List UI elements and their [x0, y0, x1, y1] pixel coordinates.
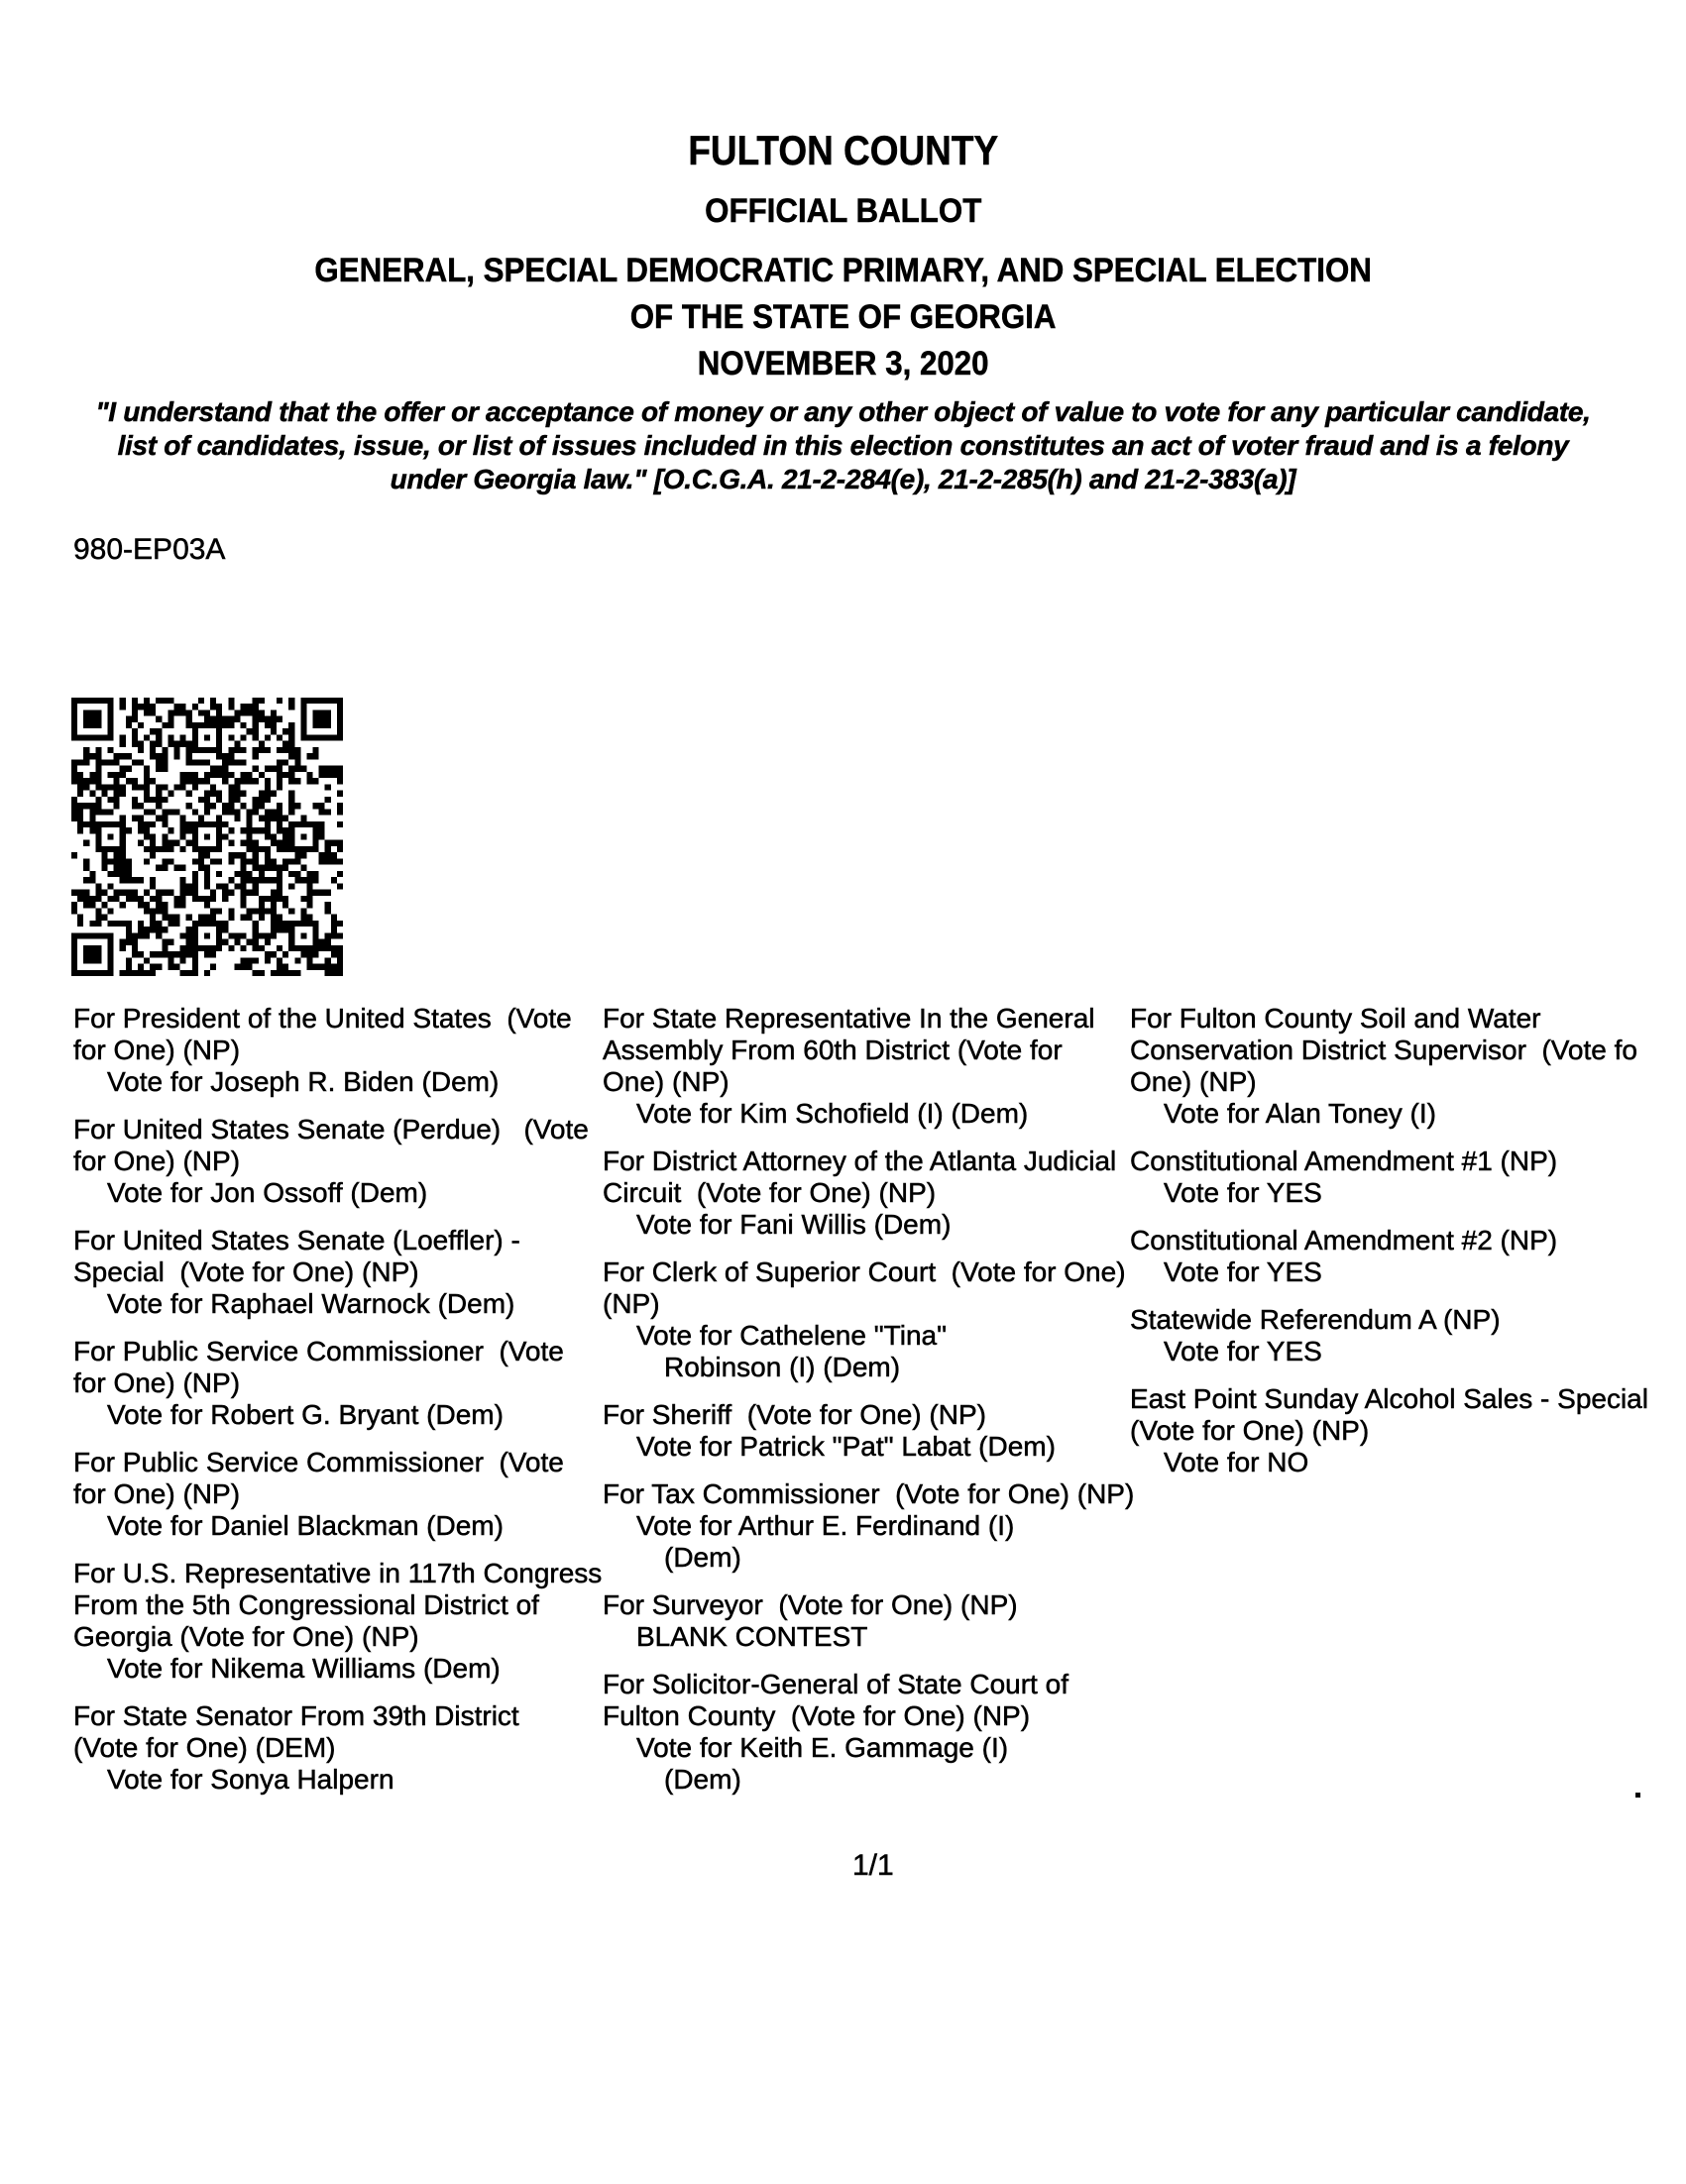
election-title-line1: GENERAL, SPECIAL DEMOCRATIC PRIMARY, AND SPECIAL ELECTION: [314, 252, 1372, 289]
contest: [603, 1589, 1128, 1653]
contest-title-line: One) (NP): [603, 1066, 730, 1097]
contest: [1130, 1383, 1686, 1478]
county-title: [0, 127, 1686, 174]
contest: [73, 1003, 589, 1098]
contest-title-line: For United States Senate (Loeffler) -: [73, 1225, 520, 1256]
contest-title-line: Special (Vote for One) (NP): [73, 1256, 419, 1287]
contest-vote-line: Vote for Alan Toney (I): [1164, 1098, 1436, 1129]
contest: [603, 1669, 1128, 1796]
contest-title-line: For State Senator From 39th District: [73, 1700, 519, 1731]
election-title: [0, 248, 1686, 387]
contest-title-line: For Tax Commissioner (Vote for One) (NP): [603, 1478, 1135, 1509]
contest-title-line: for One) (NP): [73, 1146, 241, 1176]
contest-vote-line: Vote for Fani Willis (Dem): [636, 1209, 952, 1240]
contest-title-line: From the 5th Congressional District of: [73, 1589, 539, 1620]
contest-title-line: For Clerk of Superior Court (Vote for One): [603, 1256, 1126, 1287]
contest-title-line: One) (NP): [1130, 1066, 1257, 1097]
contest: [73, 1447, 589, 1542]
contest-title-line: For Sheriff (Vote for One) (NP): [603, 1399, 986, 1430]
contest: [73, 1700, 589, 1796]
contest-title-line: For U.S. Representative in 117th Congress: [73, 1558, 603, 1588]
contest: [73, 1114, 589, 1209]
contest-vote-line: Vote for Cathelene "Tina": [636, 1320, 948, 1351]
scan-artifact-dot: [1635, 1793, 1640, 1798]
contest: [603, 1399, 1128, 1463]
ballot-title: [0, 192, 1686, 230]
contest-title-line: For Surveyor (Vote for One) (NP): [603, 1589, 1018, 1620]
contest: [603, 1256, 1128, 1383]
contest-vote-line: Vote for NO: [1164, 1447, 1309, 1477]
contest-vote-line: Vote for Arthur E. Ferdinand (I): [636, 1510, 1015, 1541]
contest-title-line: For State Representative In the General: [603, 1003, 1095, 1034]
contest-title-line: Georgia (Vote for One) (NP): [73, 1621, 419, 1652]
contest-vote-line: (Dem): [664, 1764, 741, 1795]
contest-vote-line: Robinson (I) (Dem): [664, 1352, 901, 1382]
contest-title-line: For President of the United States (Vote: [73, 1003, 572, 1034]
qr-code-icon: [71, 698, 343, 976]
ballot-column-1: [73, 1003, 603, 1811]
contest: [603, 1478, 1135, 1574]
contest-title-line: Conservation District Supervisor (Vote fo: [1130, 1035, 1637, 1065]
contest-vote-line: (Dem): [664, 1542, 741, 1573]
contest-vote-line: Vote for Raphael Warnock (Dem): [107, 1288, 515, 1319]
contest-vote-line: Vote for YES: [1164, 1336, 1322, 1366]
contest-title-line: For Public Service Commissioner (Vote: [73, 1447, 564, 1477]
contest: [1130, 1146, 1686, 1209]
contest-vote-line: Vote for Patrick "Pat" Labat (Dem): [636, 1431, 1056, 1462]
contest-vote-line: BLANK CONTEST: [636, 1621, 868, 1652]
contest: [1130, 1304, 1686, 1367]
ballot-column-2: [603, 1003, 1135, 1811]
ballot-style-code: 980-EP03A: [73, 533, 226, 566]
contest-title-line: For United States Senate (Perdue) (Vote: [73, 1114, 589, 1145]
ballot-header: [0, 0, 1686, 496]
contest-title-line: For Public Service Commissioner (Vote: [73, 1336, 564, 1366]
contest-vote-line: Vote for Sonya Halpern: [107, 1764, 394, 1795]
contest-title-line: For District Attorney of the Atlanta Judicial: [603, 1146, 1117, 1176]
contest-title-line: Constitutional Amendment #2 (NP): [1130, 1225, 1558, 1256]
voter-fraud-disclaimer: [0, 395, 1686, 496]
contest-title-line: East Point Sunday Alcohol Sales - Special: [1130, 1383, 1648, 1414]
contest: [73, 1225, 589, 1320]
contest-title-line: for One) (NP): [73, 1478, 241, 1509]
page-number: 1/1: [852, 1849, 894, 1882]
contest: [73, 1336, 589, 1431]
contest-vote-line: Vote for YES: [1164, 1177, 1322, 1208]
contest-vote-line: Vote for YES: [1164, 1256, 1322, 1287]
ballot-title-text: OFFICIAL BALLOT: [704, 192, 982, 230]
contest: [603, 1003, 1128, 1130]
contest-title-line: Circuit (Vote for One) (NP): [603, 1177, 937, 1208]
contest-vote-line: Vote for Jon Ossoff (Dem): [107, 1177, 428, 1208]
contest-title-line: Constitutional Amendment #1 (NP): [1130, 1146, 1558, 1176]
disclaimer-line1: "I understand that the offer or acceptance of money or any other object of value to vote for any particular candidate,: [95, 396, 1591, 427]
county-title-text: FULTON COUNTY: [688, 127, 998, 173]
contest-title-line: (NP): [603, 1288, 660, 1319]
contest-title-line: Assembly From 60th District (Vote for: [603, 1035, 1063, 1065]
disclaimer-line2: list of candidates, issue, or list of issues included in this election constitutes an act of voter fraud and is a felony: [117, 430, 1569, 461]
election-title-line2: OF THE STATE OF GEORGIA: [629, 298, 1057, 336]
contest-title-line: Statewide Referendum A (NP): [1130, 1304, 1501, 1335]
contest: [1130, 1003, 1686, 1130]
contest-vote-line: Vote for Daniel Blackman (Dem): [107, 1510, 504, 1541]
contest-title-line: (Vote for One) (DEM): [73, 1732, 336, 1763]
contest: [73, 1558, 603, 1685]
contest-vote-line: Vote for Joseph R. Biden (Dem): [107, 1066, 500, 1097]
contest-vote-line: Vote for Keith E. Gammage (I): [636, 1732, 1009, 1763]
contest-title-line: For Solicitor-General of State Court of: [603, 1669, 1068, 1699]
contest-title-line: For Fulton County Soil and Water: [1130, 1003, 1541, 1034]
contest-title-line: for One) (NP): [73, 1367, 241, 1398]
contest-title-line: Fulton County (Vote for One) (NP): [603, 1700, 1031, 1731]
contest: [603, 1146, 1128, 1241]
ballot-column-3: [1130, 1003, 1686, 1494]
disclaimer-line3: under Georgia law." [O.C.G.A. 21-2-284(e), 21-2-285(h) and 21-2-383(a)]: [390, 464, 1296, 494]
contest-vote-line: Vote for Robert G. Bryant (Dem): [107, 1399, 504, 1430]
contest: [1130, 1225, 1686, 1288]
contest-vote-line: Vote for Nikema Williams (Dem): [107, 1653, 501, 1684]
contest-title-line: (Vote for One) (NP): [1130, 1415, 1370, 1446]
contest-title-line: for One) (NP): [73, 1035, 241, 1065]
contest-vote-line: Vote for Kim Schofield (I) (Dem): [636, 1098, 1029, 1129]
election-title-line3: NOVEMBER 3, 2020: [697, 345, 989, 382]
